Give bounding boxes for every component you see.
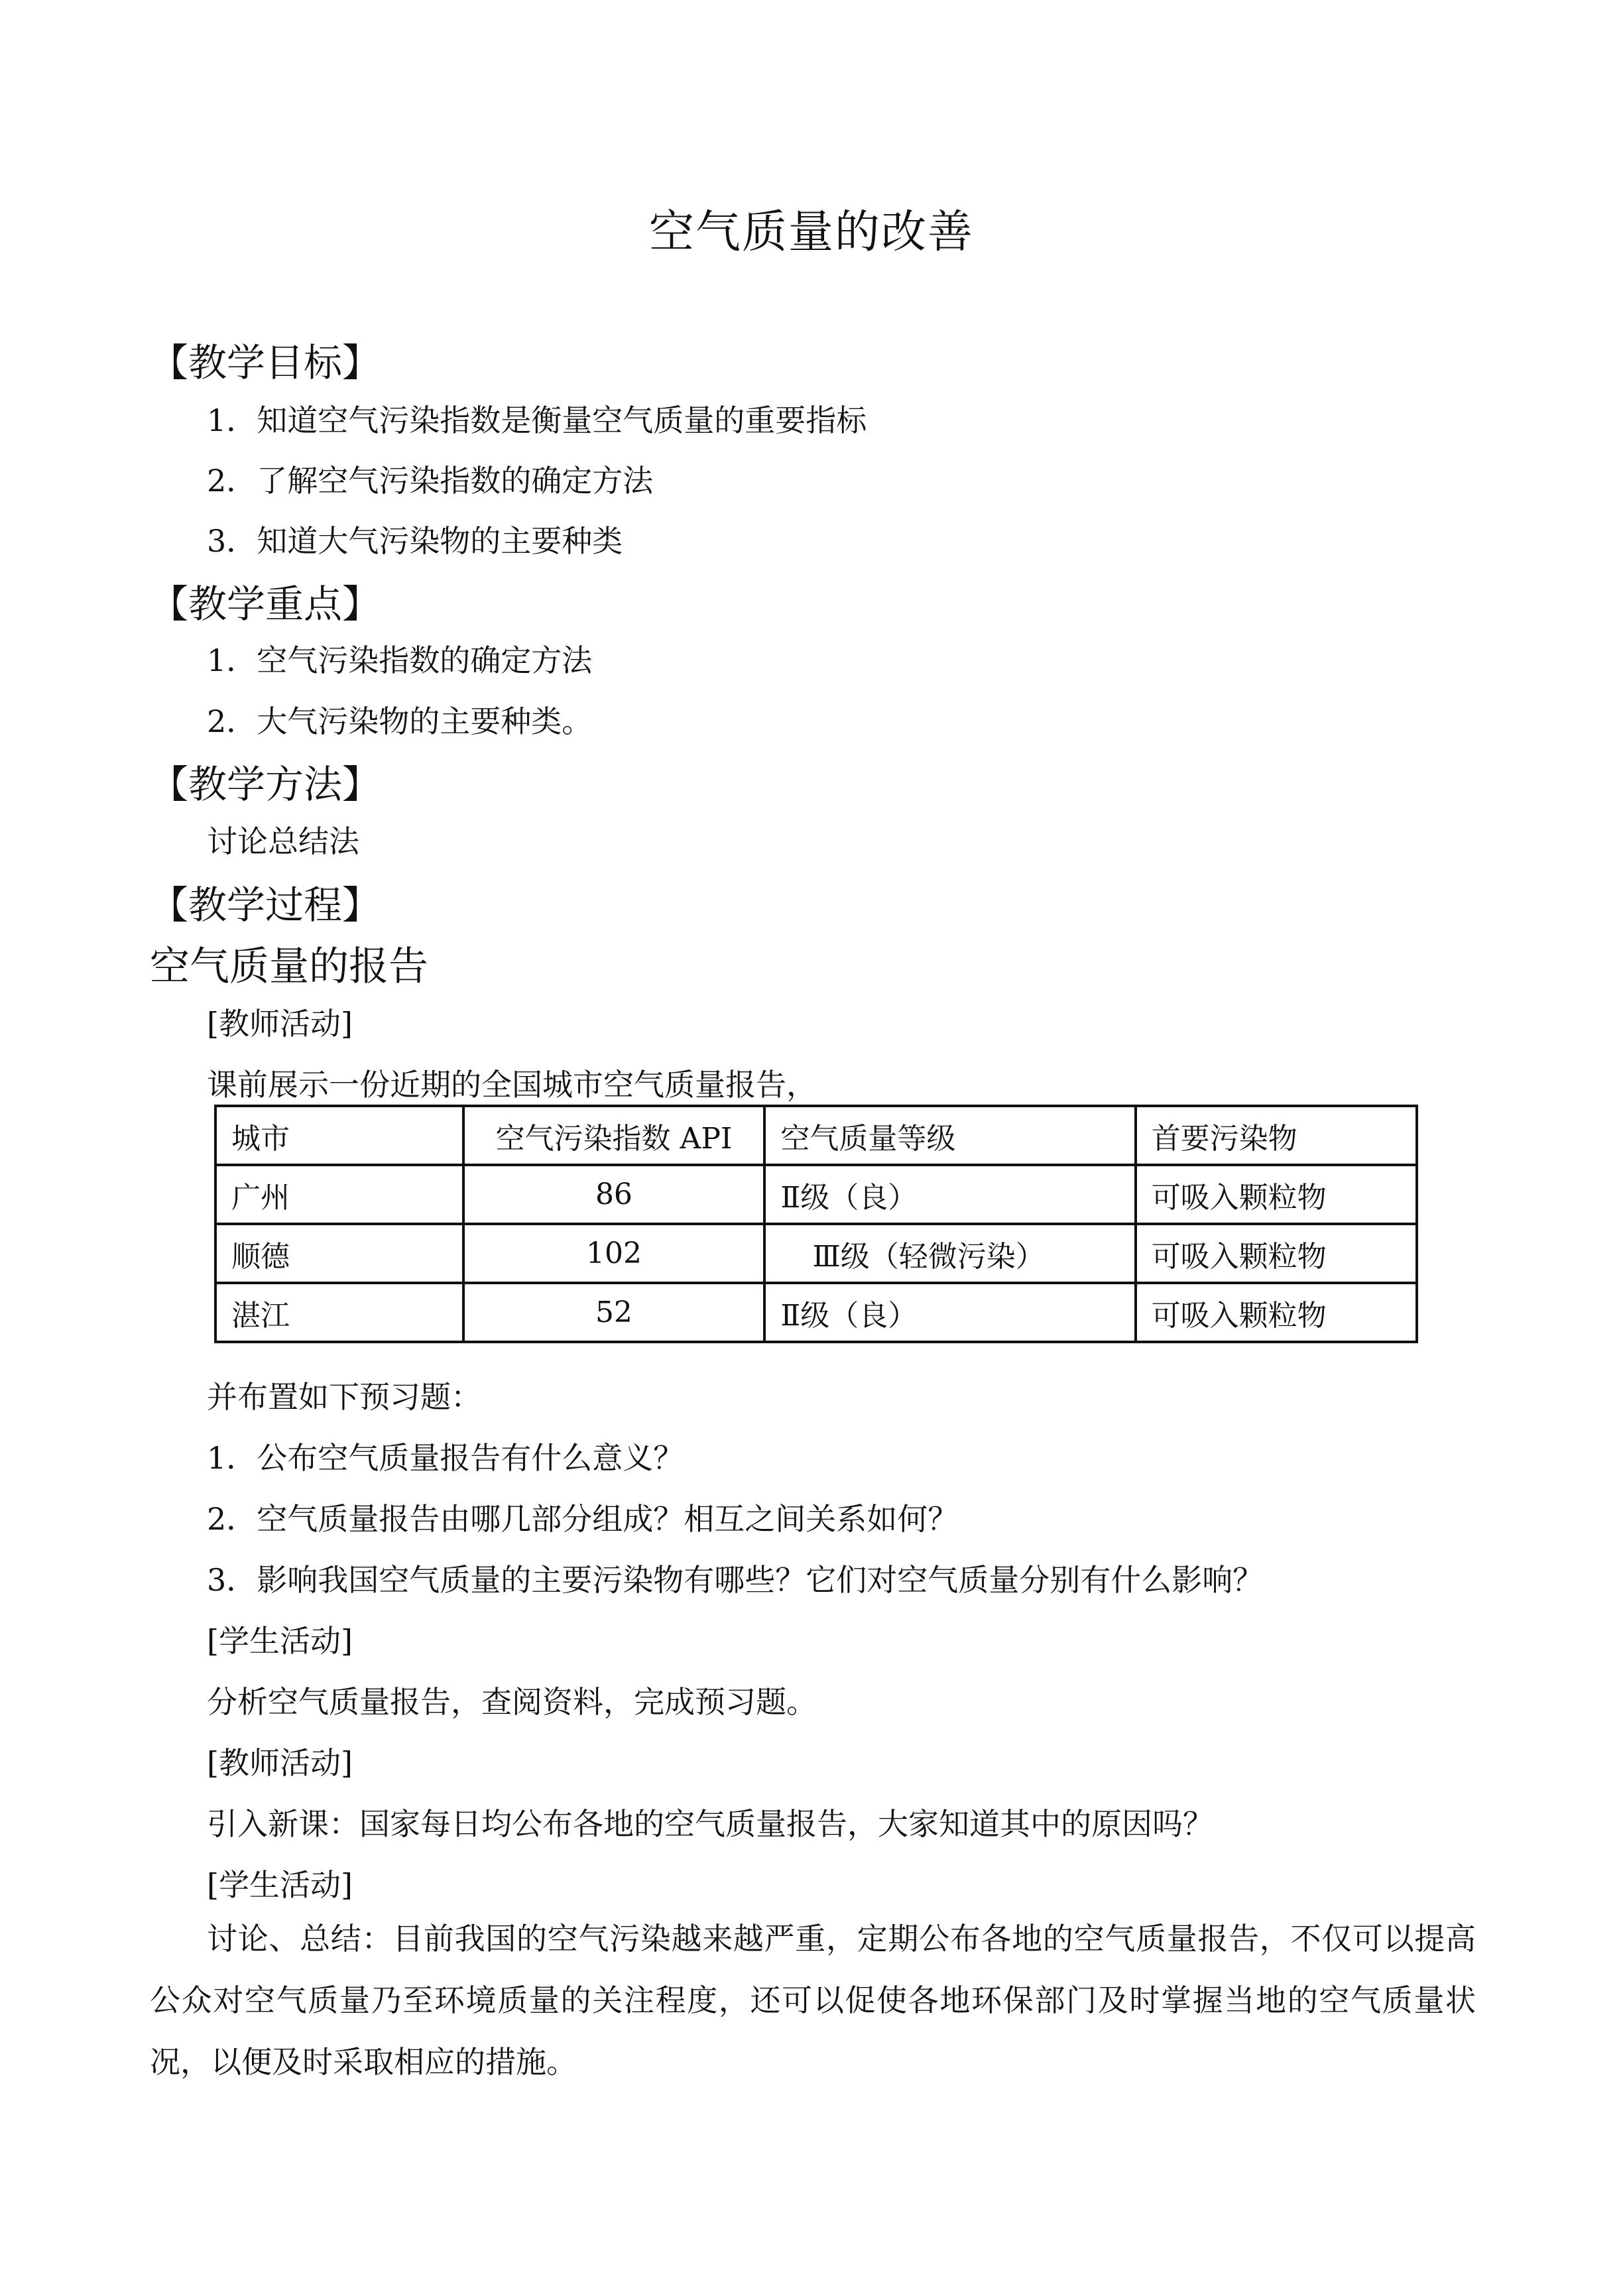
table-cell: 102	[463, 1224, 765, 1283]
table-cell: Ⅱ级（良）	[764, 1165, 1135, 1224]
table-header-cell: 首要污染物	[1136, 1106, 1417, 1165]
focus-item: 1．空气污染指数的确定方法	[207, 642, 593, 678]
goal-item: 2．了解空气污染指数的确定方法	[207, 463, 654, 499]
table-header-row	[215, 1106, 1417, 1165]
goal-item: 3．知道大气污染物的主要种类	[207, 523, 623, 559]
student-activity-label: [学生活动]	[207, 1623, 353, 1659]
goal-item: 1．知道空气污染指数是衡量空气质量的重要指标	[207, 402, 867, 438]
goals-heading: 【教学目标】	[150, 340, 381, 385]
table-cell: 可吸入颗粒物	[1136, 1283, 1417, 1342]
page-title: 空气质量的改善	[648, 206, 974, 259]
table-cell: 顺德	[215, 1224, 463, 1283]
table-cell: Ⅱ级（良）	[764, 1283, 1135, 1342]
student-activity-text: 分析空气质量报告，查阅资料，完成预习题。	[207, 1684, 817, 1720]
intro-text: 课前展示一份近期的全国城市空气质量报告，	[207, 1067, 817, 1103]
table-row	[215, 1165, 1417, 1224]
process-subtitle: 空气质量的报告	[150, 943, 428, 990]
student-activity-label: [学生活动]	[207, 1867, 353, 1903]
table-row	[215, 1283, 1417, 1342]
assign-text: 并布置如下预习题：	[207, 1379, 481, 1415]
method-text: 讨论总结法	[207, 823, 359, 859]
method-heading: 【教学方法】	[150, 762, 381, 807]
table-cell: 可吸入颗粒物	[1136, 1224, 1417, 1283]
teacher-activity-text: 引入新课：国家每日均公布各地的空气质量报告，大家知道其中的原因吗？	[207, 1806, 1213, 1842]
focus-heading: 【教学重点】	[150, 581, 381, 627]
table-header-cell: 空气污染指数 API	[463, 1106, 765, 1165]
table-header-cell: 空气质量等级	[764, 1106, 1135, 1165]
table-cell: Ⅲ级（轻微污染）	[764, 1224, 1135, 1283]
conclusion-paragraph: 讨论、总结：目前我国的空气污染越来越严重，定期公布各地的空气质量报告，不仅可以提高公众对空气质量乃至环境质量的关注程度，还可以促使各地环保部门及时掌握当地的空气质量状况，以便及时采取相应的措施。	[150, 1921, 1476, 2080]
table-row	[215, 1224, 1417, 1283]
teacher-activity-label: [教师活动]	[207, 1006, 353, 1042]
table-cell: 86	[463, 1165, 765, 1224]
table-cell: 52	[463, 1283, 765, 1342]
table-cell: 可吸入颗粒物	[1136, 1165, 1417, 1224]
table-header-cell: 城市	[215, 1106, 463, 1165]
process-heading: 【教学过程】	[150, 882, 381, 928]
focus-item: 2．大气污染物的主要种类。	[207, 703, 593, 739]
teacher-activity-label: [教师活动]	[207, 1745, 353, 1781]
table-cell: 广州	[215, 1165, 463, 1224]
question-item: 1．公布空气质量报告有什么意义？	[207, 1440, 684, 1476]
table-cell: 湛江	[215, 1283, 463, 1342]
question-item: 3．影响我国空气质量的主要污染物有哪些？它们对空气质量分别有什么影响？	[207, 1562, 1264, 1598]
air-quality-table	[214, 1105, 1418, 1343]
question-item: 2．空气质量报告由哪几部分组成？相互之间关系如何？	[207, 1501, 959, 1537]
